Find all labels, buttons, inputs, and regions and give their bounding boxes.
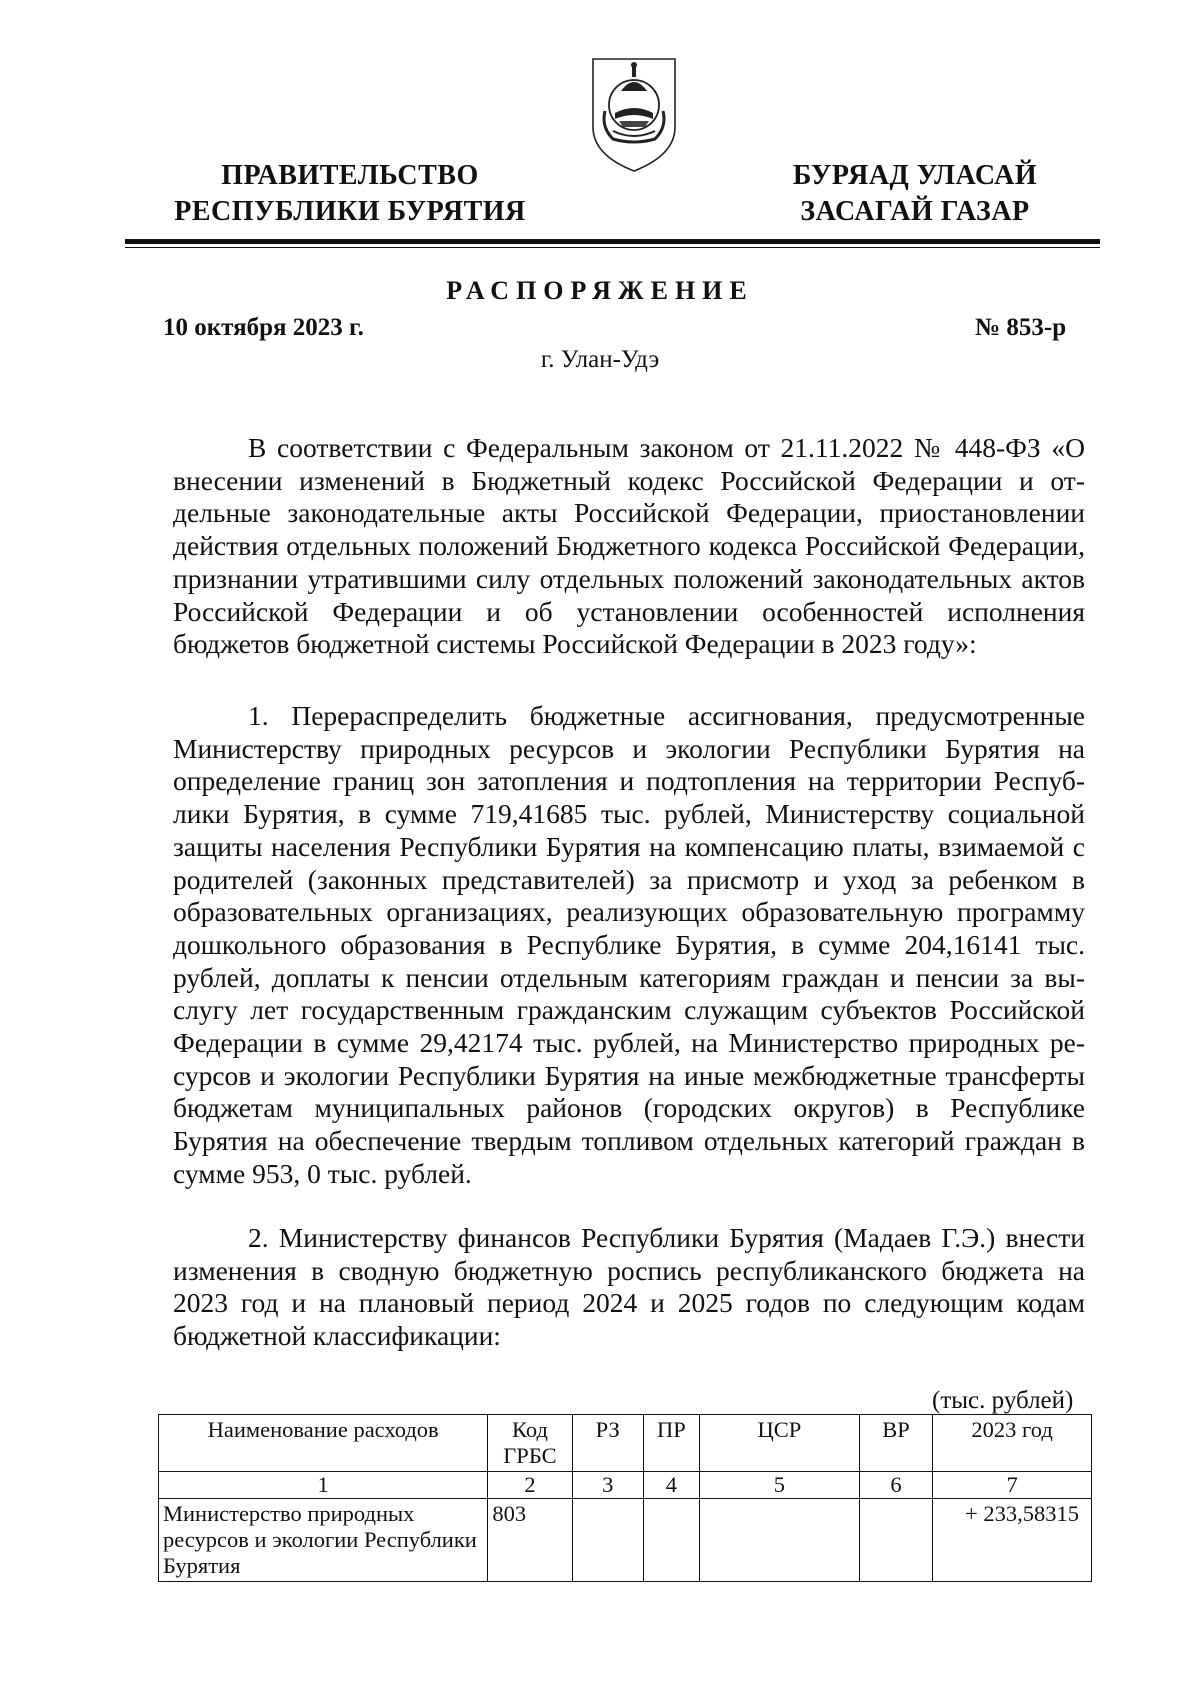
header-divider-thin xyxy=(125,247,1100,248)
table-cell-expense-name: Министерство природных ресурсов и экологии Республики Бурятия xyxy=(159,1499,488,1582)
document-date: 10 октября 2023 г. xyxy=(163,314,364,341)
table-cell-vr xyxy=(859,1499,932,1582)
column-number-cell: 6 xyxy=(859,1472,932,1499)
government-name-russian xyxy=(160,158,540,230)
table-column-number-row xyxy=(159,1472,1092,1499)
table-cell-rz xyxy=(572,1499,643,1582)
column-number-cell: 2 xyxy=(488,1472,572,1499)
document-city: г. Улан-Удэ xyxy=(540,346,660,373)
table-header-cell: ЦСР xyxy=(699,1415,859,1472)
table-header-cell: ВР xyxy=(859,1415,932,1472)
paragraph-preamble: В соответствии с Федеральным законом от 21.11.2022 № 448-ФЗ «О внесении изменений в Бюджетный кодекс Российской Федерации и отдельные законодательные акты Российской Федерации, приостановлении действия отдельных положений Бюджетного кодекса Российской Федерации, признании утратившими силу отдельных положений законодательных актов Российской Федерации и об установлении особенностей исполнения бюджетов бюджетной системы Российской Федерации в 2023 году»: xyxy=(173,432,1085,660)
header-left-line1: ПРАВИТЕЛЬСТВО xyxy=(221,160,479,191)
table-header-cell: Код ГРБС xyxy=(488,1415,572,1472)
coat-of-arms-icon xyxy=(589,55,679,175)
column-number-cell: 4 xyxy=(643,1472,699,1499)
table-row xyxy=(159,1499,1092,1582)
table-header-cell: ПР xyxy=(643,1415,699,1472)
paragraph-item-2: 2. Министерству финансов Республики Бурятия (Мадаев Г.Э.) внести изменения в сводную бюджетную роспись республиканского бюджета на 2023 год и на плановый период 2024 и 2025 годов по следующим кодам бюджетной классификации: xyxy=(173,1222,1085,1352)
budget-table xyxy=(158,1414,1092,1582)
column-number-cell: 7 xyxy=(933,1472,1092,1499)
column-number-cell: 5 xyxy=(699,1472,859,1499)
header-divider xyxy=(125,239,1100,244)
paragraph-item-1: 1. Перераспределить бюджетные ассигнования, предусмотренные Министерству природных ресурсов и экологии Республики Бурятия на определение границ зон затопления и подтопления на территории Республики Бурятия, в сумме 719,41685 тыс. рублей, Министерству социальной защиты населения Республики Бурятия на компенсацию платы, взимаемой с родителей (законных представителей) за присмотр и уход за ребенком в образовательных организациях, реализующих образовательную программу дошкольного образования в Республике Бурятия, в сумме 204,16141 тыс. рублей, доплаты к пенсии отдельным категориям граждан и пенсии за выслугу лет государственным гражданским служащим субъектов Российской Федерации в сумме 29,42174 тыс. рублей, на Министерство природных ресурсов и экологии Республики Бурятия на иные межбюджетные трансферты бюджетам муниципальных районов (городских округов) в Республике Бурятия на обеспечение твердым топливом отдельных категорий граждан в сумме 953, 0 тыс. рублей. xyxy=(173,700,1085,1189)
table-header-cell: 2023 год xyxy=(933,1415,1092,1472)
government-name-buryat xyxy=(755,158,1075,230)
table-cell-csr xyxy=(699,1499,859,1582)
header-right-line1: БУРЯАД УЛАСАЙ xyxy=(792,160,1038,191)
column-number-cell: 3 xyxy=(572,1472,643,1499)
header-left-line2: РЕСПУБЛИКИ БУРЯТИЯ xyxy=(174,196,526,227)
document-title: РАСПОРЯЖЕНИЕ xyxy=(446,276,754,305)
table-header-cell: РЗ xyxy=(572,1415,643,1472)
table-header-cell: Наименование расходов xyxy=(159,1415,488,1472)
table-cell-pr xyxy=(643,1499,699,1582)
header-right-line2: ЗАСАГАЙ ГАЗАР xyxy=(800,196,1030,227)
table-cell-amount-2023: + 233,58315 xyxy=(933,1499,1092,1582)
table-units: (тыс. рублей) xyxy=(932,1387,1074,1414)
table-cell-grbs: 803 xyxy=(488,1499,572,1582)
document-number: № 853-р xyxy=(975,314,1067,341)
table-header-row xyxy=(159,1415,1092,1472)
column-number-cell: 1 xyxy=(159,1472,488,1499)
